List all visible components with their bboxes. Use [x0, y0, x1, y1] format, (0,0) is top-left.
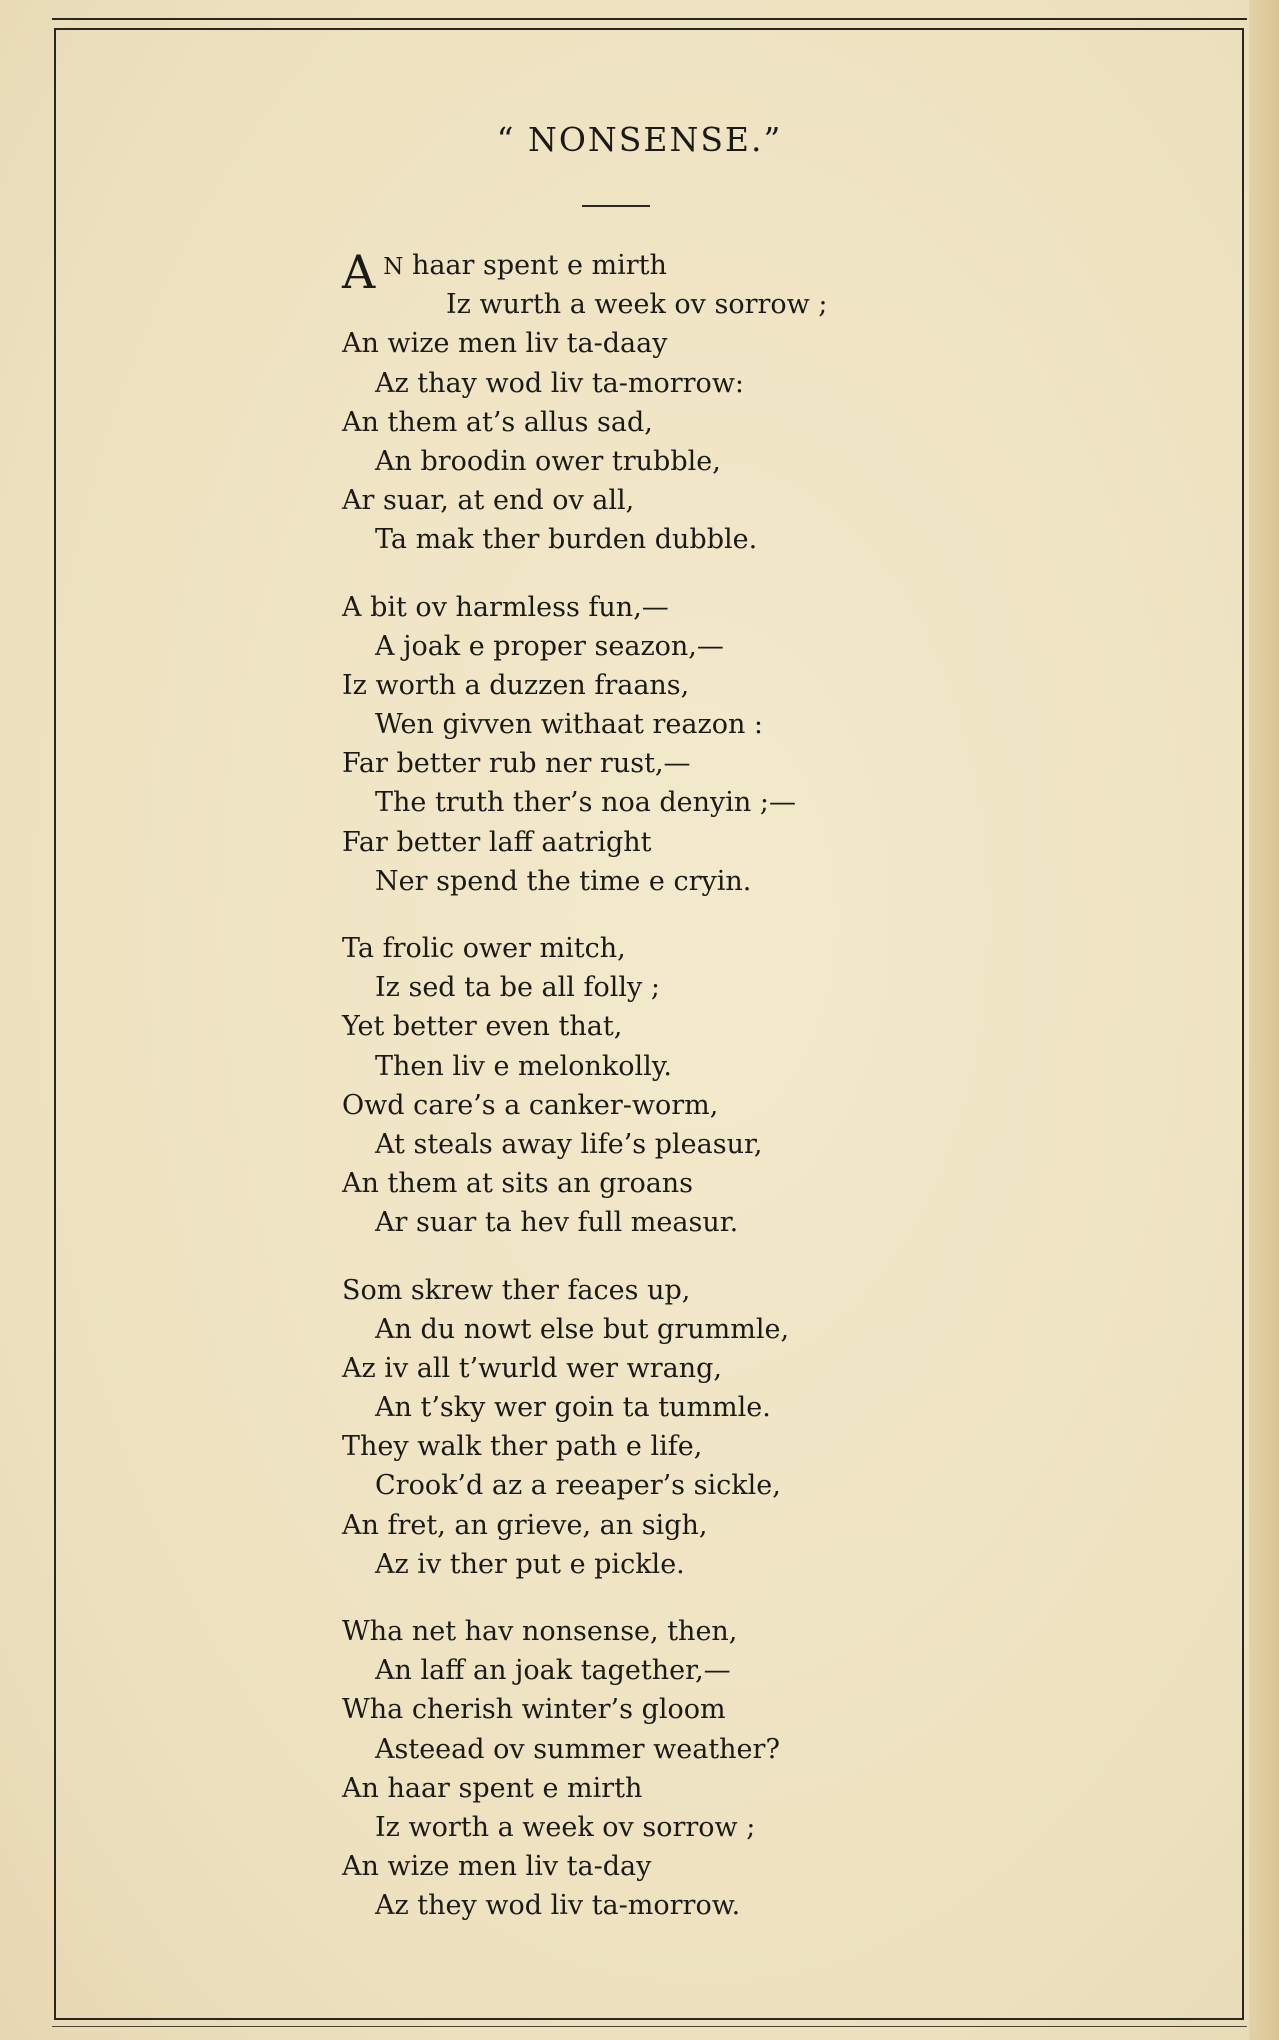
poem-line: An them at sits an groans [342, 1168, 694, 1200]
poem-line: Ar suar ta hev full measur. [375, 1207, 739, 1239]
poem-line: Far better laff aatright [342, 826, 652, 858]
bottom-border-rule [52, 2026, 1247, 2027]
poem-line: Far better rub ner rust,— [342, 748, 691, 780]
stanza-5 [342, 1612, 1162, 1926]
poem-body [342, 246, 1162, 1954]
poem-line: Wha cherish winter’s gloom [342, 1694, 726, 1726]
poem-line: Owd care’s a canker-worm, [342, 1089, 719, 1121]
page-edge [1249, 0, 1279, 2040]
poem-line: Ta mak ther burden dubble. [375, 524, 758, 556]
poem-line: An wize men liv ta-day [342, 1851, 652, 1883]
poem-line: Ta frolic ower mitch, [342, 933, 626, 964]
poem-line: An du nowt else but grummle, [375, 1313, 790, 1345]
poem-line: An fret, an grieve, an sigh, [342, 1509, 708, 1541]
poem-line: Crook’d az a reeaper’s sickle, [375, 1470, 781, 1502]
poem-line: A bit ov harmless fun,— [342, 591, 669, 623]
poem-line: A joak e proper seazon,— [375, 630, 724, 662]
poem-line: Az iv ther put e pickle. [375, 1548, 685, 1580]
poem-line: Iz wurth a week ov sorrow ; [446, 289, 828, 321]
poem-line: Yet better even that, [342, 1011, 623, 1043]
poem-line: At steals away life’s pleasur, [375, 1128, 763, 1160]
poem-line: Iz worth a week ov sorrow ; [375, 1811, 756, 1843]
stanza-1 [342, 246, 1162, 560]
poem-line: An broodin ower trubble, [375, 445, 721, 477]
poem-line: Az they wod liv ta-morrow. [375, 1890, 741, 1922]
poem-line: Ar suar, at end ov all, [342, 485, 635, 517]
stanza-4 [342, 1271, 1162, 1585]
drop-cap: A [342, 245, 376, 299]
poem-line: An laff an joak tagether,— [375, 1655, 731, 1687]
poem-line: Iz worth a duzzen fraans, [342, 669, 690, 701]
top-border-rule [52, 18, 1247, 20]
title-divider [582, 205, 650, 207]
stanza-3 [342, 929, 1162, 1243]
poem-line: An wize men liv ta-daay [342, 328, 668, 360]
poem-line: Wen givven withaat reazon : [375, 709, 764, 741]
poem-line-text: haar spent e mirth [403, 250, 667, 281]
poem-line: Az iv all t’wurld wer wrang, [342, 1352, 723, 1384]
poem-line: Then liv e melonkolly. [375, 1050, 673, 1082]
poem-line: The truth ther’s noa denyin ;— [375, 787, 797, 819]
poem-line: Az thay wod liv ta-morrow: [375, 367, 745, 399]
poem-line: An them at’s allus sad, [342, 406, 653, 438]
poem-line: Wha net hav nonsense, then, [342, 1616, 738, 1647]
poem-line: Som skrew ther faces up, [342, 1274, 691, 1306]
poem-line: They walk ther path e life, [342, 1431, 703, 1463]
poem-line-first-letter: N [383, 254, 404, 280]
poem-line [342, 245, 1162, 299]
poem-line: An haar spent e mirth [342, 1772, 643, 1804]
poem-line: An t’sky wer goin ta tummle. [375, 1392, 771, 1424]
poem-line: Iz sed ta be all folly ; [375, 972, 660, 1004]
stanza-2 [342, 588, 1162, 902]
poem-line: Asteead ov summer weather? [375, 1733, 780, 1765]
poem-line: Ner spend the time e cryin. [375, 865, 752, 897]
poem-title: “ NONSENSE.” [496, 120, 783, 159]
